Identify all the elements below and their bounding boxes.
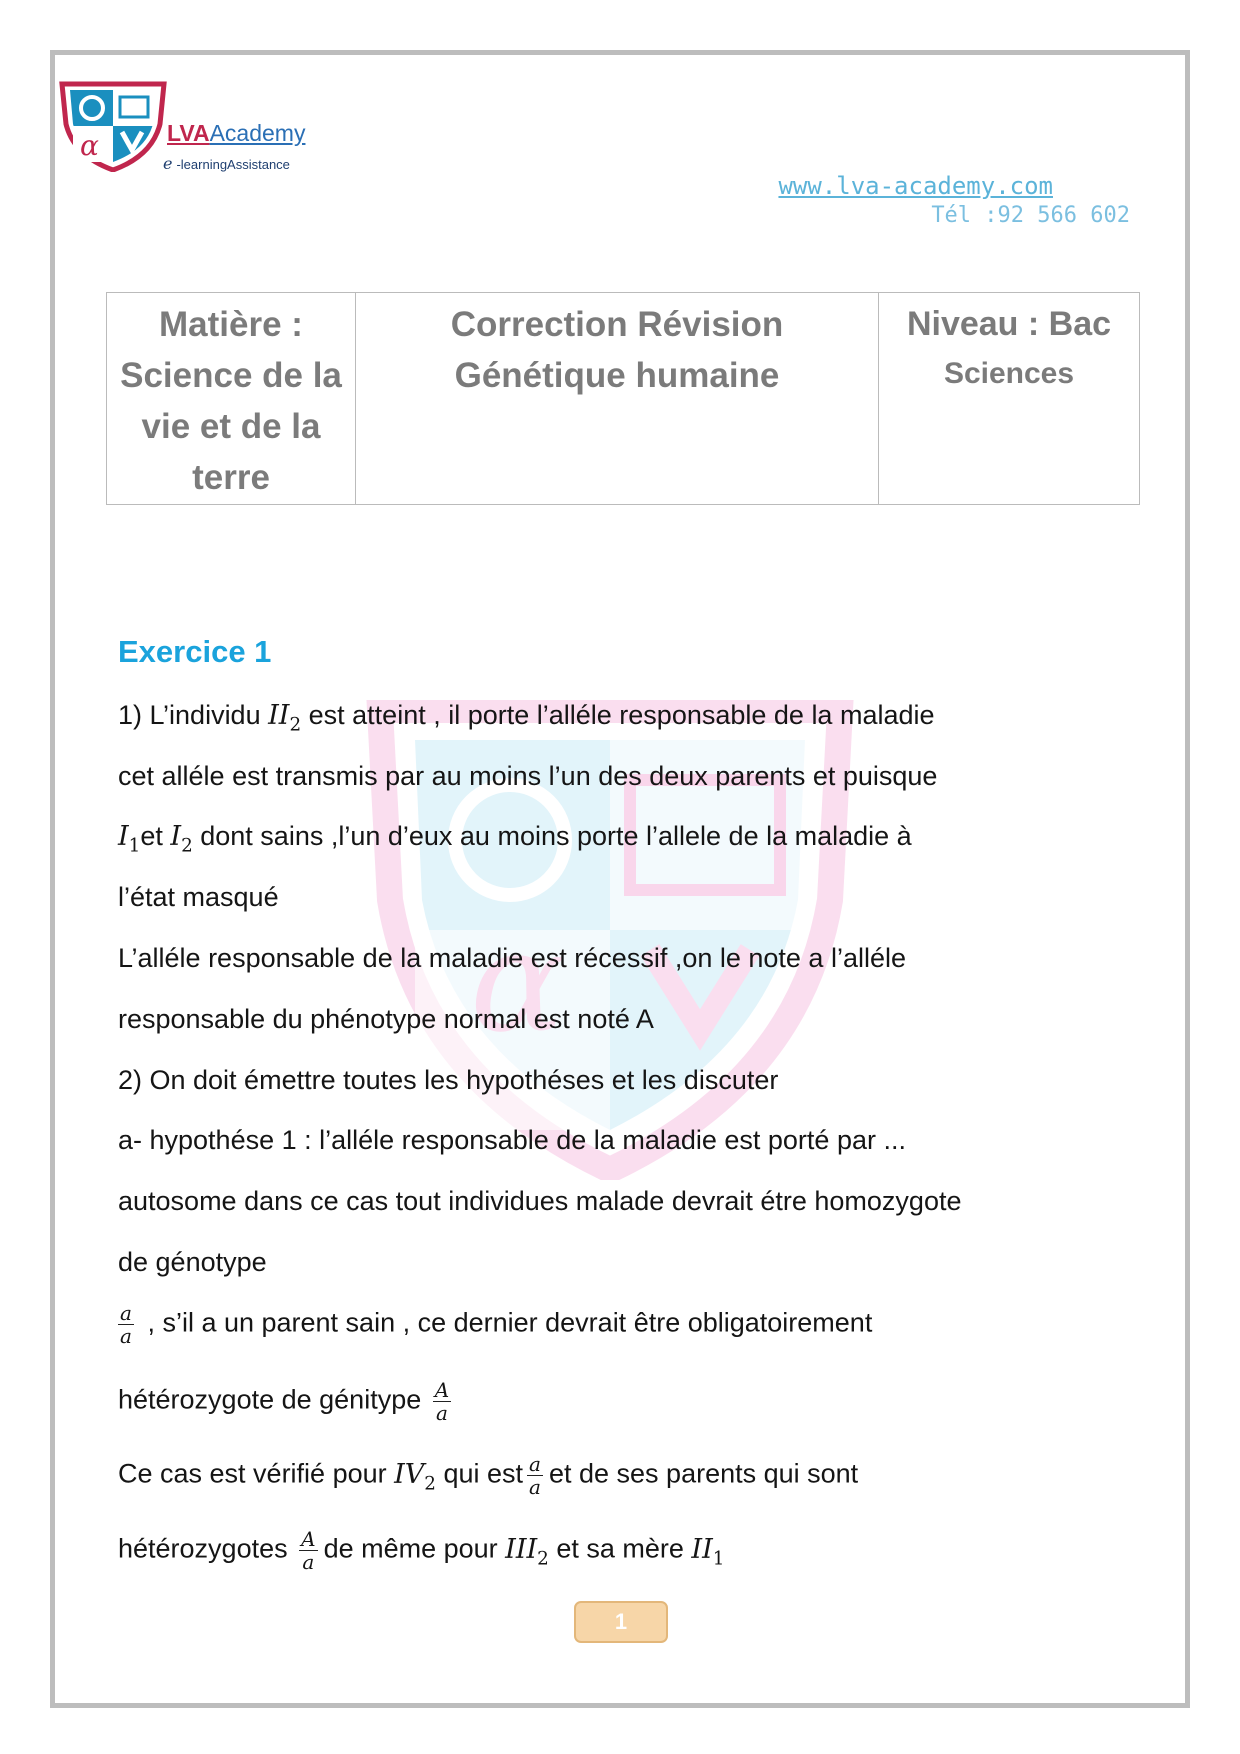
subject-cell xyxy=(107,293,356,505)
fraction: $\frac{A}{a}$ xyxy=(434,1378,450,1425)
header-table xyxy=(106,292,1140,505)
math-symbol: $IV_2$ xyxy=(394,1458,436,1495)
subject-line: Science de la xyxy=(120,356,342,395)
level-line: Sciences xyxy=(943,357,1075,390)
title-line: Génétique humaine xyxy=(454,356,780,395)
text-line: hétérozygote de génitype $\frac{A}{a}$ xyxy=(118,1378,450,1425)
fraction: $\frac{a}{a}$ xyxy=(120,1301,132,1348)
text-line: cet alléle est transmis par au moins l’un des deux parents et puisque xyxy=(118,761,938,791)
text-line: Ce cas est vérifié pour $IV_2$ qui est $\frac{a}{a}$ et de ses parents qui sont xyxy=(118,1452,859,1499)
level-line: Niveau : Bac xyxy=(906,305,1112,343)
title-line: Correction Révision xyxy=(450,305,784,344)
fraction: $\frac{A}{a}$ xyxy=(301,1527,316,1574)
text-line: $\frac{a}{a}$ , s’il a un parent sain , ce dernier devrait être obligatoirement xyxy=(120,1301,873,1348)
brand-tagline xyxy=(163,154,290,173)
tagline-text: -learningAssistance xyxy=(176,157,290,172)
page-number-badge: 1 xyxy=(574,1601,668,1643)
exercise-title: Exercice 1 xyxy=(118,634,272,669)
text-line: responsable du phénotype normal est noté A xyxy=(118,1004,654,1034)
text-line: de génotype xyxy=(118,1247,267,1277)
level-cell xyxy=(879,293,1140,505)
text-line: autosome dans ce cas tout individues malade devrait étre homozygote xyxy=(118,1186,962,1216)
lva-shield-logo-icon xyxy=(58,80,168,172)
subject-line: terre xyxy=(192,458,270,497)
website-link[interactable]: www.lva-academy.com xyxy=(778,172,1053,200)
text-line: L’alléle responsable de la maladie est récessif ,on le note a l’alléle xyxy=(118,943,906,973)
subject-line: vie et de la xyxy=(141,407,321,446)
math-symbol: $II_1$ xyxy=(691,1533,725,1570)
svg-text:α: α xyxy=(470,901,565,1064)
math-symbol: $II_2$ xyxy=(268,700,302,736)
text-line: 1) L’individu $II_2$ est atteint , il porte l’alléle responsable de la maladie xyxy=(118,700,935,736)
math-symbol: $I_2$ xyxy=(170,821,193,857)
text-line: hétérozygotes $\frac{A}{a}$ de même pour $III_2$ et sa mère $II_1$ xyxy=(118,1527,725,1574)
svg-text:α: α xyxy=(80,129,99,162)
fraction: $\frac{a}{a}$ xyxy=(529,1452,541,1499)
brand-name xyxy=(167,120,305,147)
brand-prefix: LVA xyxy=(167,120,210,146)
text-line: 2) On doit émettre toutes les hypothéses et les discuter xyxy=(118,1065,779,1095)
text-line: $I_1et$ $I_2$ dont sains ,l’un d’eux au moins porte l’allele de la maladie à xyxy=(118,821,912,857)
text-line: l’état masqué xyxy=(118,882,279,912)
phone-number: Tél :92 566 602 xyxy=(931,203,1130,228)
math-symbol: $I_1$ xyxy=(118,821,141,857)
text-line: a- hypothése 1 : l’alléle responsable de la maladie est porté par ... xyxy=(118,1125,906,1155)
title-cell xyxy=(356,293,879,505)
brand-suffix: Academy xyxy=(209,120,306,146)
math-symbol: $III_2$ xyxy=(505,1533,549,1570)
tagline-e: e xyxy=(163,154,173,173)
subject-line: Matière : xyxy=(159,305,303,344)
